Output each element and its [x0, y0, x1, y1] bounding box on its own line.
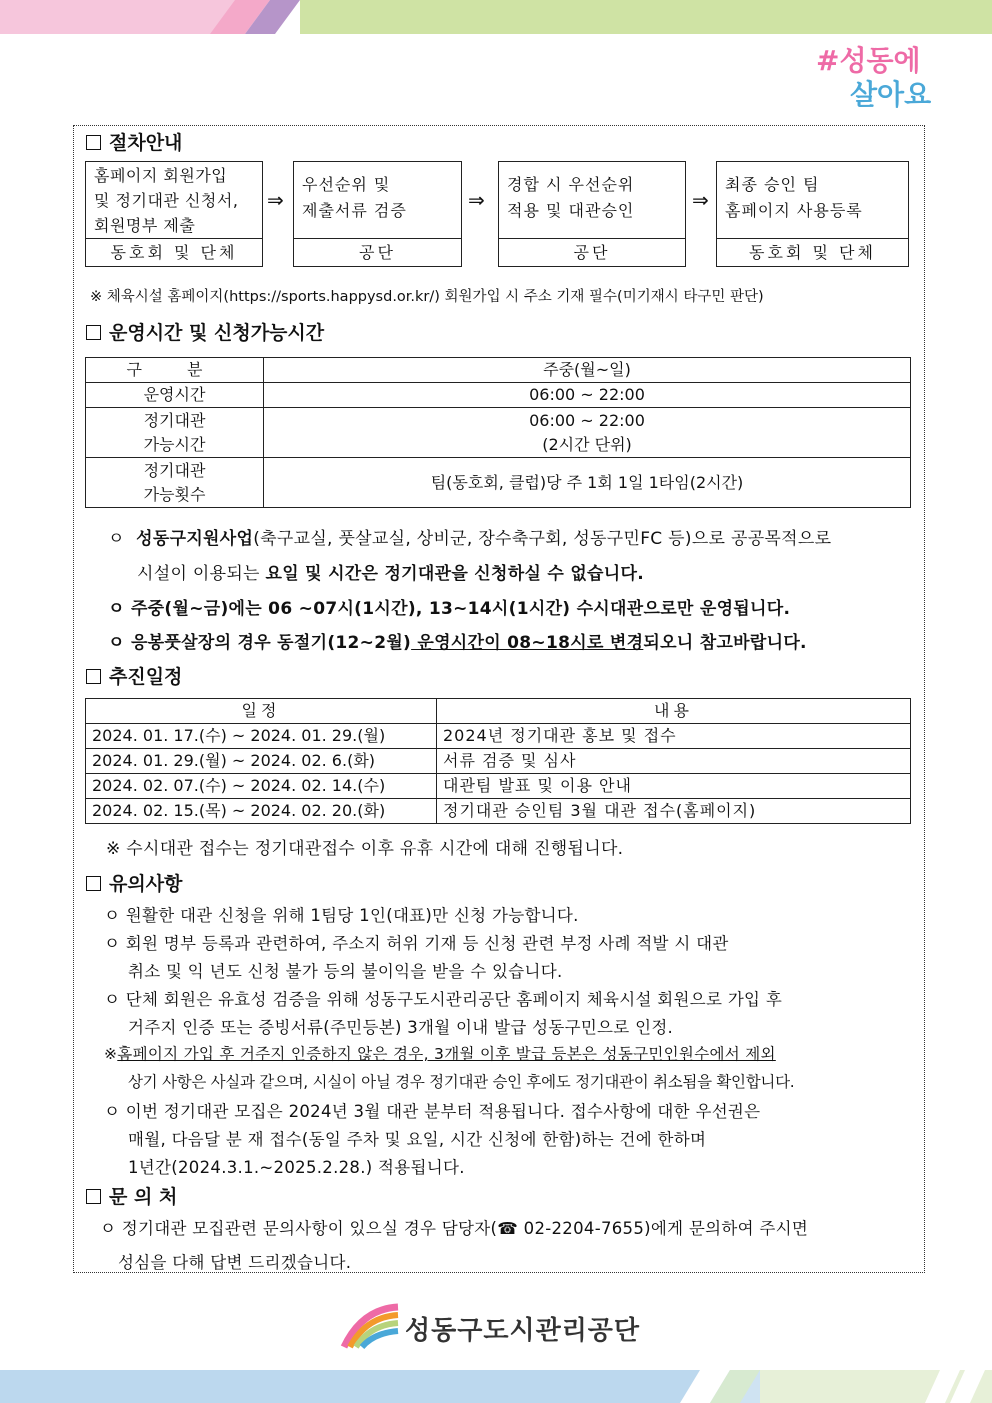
- table-row: [86, 724, 911, 749]
- schedule-header-content: 내용: [437, 699, 911, 724]
- hours-table: [85, 357, 911, 508]
- contact-line-1: ㅇ 정기대관 모집관련 문의사항이 있으실 경우 담당자(☎ 02-2204-7655)에게 문의하여 주시면: [100, 1219, 809, 1238]
- homepage-address-note: ※ 체육시설 홈페이지(https://sports.happysd.or.kr/) 회원가입 시 주소 기재 필수(미기재시 타구민 판단): [90, 289, 764, 305]
- bottom-decorative-band: [0, 1370, 992, 1403]
- section-heading-contact: 문 의 처: [86, 1182, 177, 1209]
- step-3-line-1: 경합 시 우선순위: [507, 175, 635, 194]
- procedure-step-2: [293, 161, 462, 267]
- hours-bullet-3: ㅇ 응봉풋살장의 경우 동절기(12~2월) 운영시간이 08~18시로 변경되오니 참고바랍니다.: [108, 633, 807, 653]
- hours-row-value: 06:00 ~ 22:00 (2시간 단위): [264, 408, 911, 458]
- schedule-note: ※ 수시대관 접수는 정기대관접수 이후 유휴 시간에 대해 진행됩니다.: [106, 839, 624, 859]
- step-4-line-2: 홈페이지 사용등록: [725, 201, 863, 220]
- caution-line: 취소 및 익 년도 신청 불가 등의 불이익을 받을 수 있습니다.: [128, 962, 563, 981]
- procedure-step-3: [498, 161, 686, 267]
- schedule-content: 서류 검증 및 심사: [437, 749, 911, 774]
- hours-row-label: 정기대관 가능시간: [86, 408, 264, 458]
- checkbox-square-icon: [86, 876, 101, 891]
- checkbox-square-icon: [86, 669, 101, 684]
- hours-bullet-1-cont: 시설이 이용되는 요일 및 시간은 정기대관을 신청하실 수 없습니다.: [137, 564, 644, 584]
- caution-line: 1년간(2024.3.1.~2025.2.28.) 적용됩니다.: [128, 1158, 465, 1177]
- step-1-actor: 동호회 및 단체: [86, 238, 262, 266]
- step-1-line-3: 회원명부 제출: [94, 216, 196, 235]
- flow-arrow-icon: ⇒: [267, 188, 284, 212]
- schedule-period: 2024. 01. 29.(월) ~ 2024. 02. 6.(화): [86, 749, 437, 774]
- caution-line: ㅇ 이번 정기대관 모집은 2024년 3월 대관 분부터 적용됩니다. 접수사항에 대한 우선권은: [104, 1102, 761, 1121]
- section-heading-hours: 운영시간 및 신청가능시간: [86, 318, 324, 345]
- caution-line: 매월, 다음달 분 재 접수(동일 주차 및 요일, 시간 신청에 한함)하는 건에 한하며: [128, 1130, 707, 1149]
- step-1-line-2: 및 정기대관 신청서,: [94, 191, 239, 210]
- hours-header-category: 구 분: [86, 358, 264, 383]
- checkbox-square-icon: [86, 1189, 101, 1204]
- schedule-content: 대관팀 발표 및 이용 안내: [437, 774, 911, 799]
- caution-line: 상기 사항은 사실과 같으며, 시실이 아닐 경우 정기대관 승인 후에도 정기대관이 취소됨을 확인합니다.: [128, 1073, 795, 1091]
- procedure-step-1: [85, 161, 263, 267]
- caution-line-underlined: ※홈페이지 가입 후 거주지 인증하지 않은 경우, 3개월 이후 발급 등본은 성동구민인원수에서 제외: [104, 1045, 776, 1063]
- caution-line: ㅇ 원활한 대관 신청을 위해 1팀당 1인(대표)만 신청 가능합니다.: [104, 906, 579, 925]
- hours-header-weekday: 주중(월~일): [264, 358, 911, 383]
- caution-line: ㅇ 회원 명부 등록과 관련하여, 주소지 허위 기재 등 신청 관련 부정 사례 적발 시 대관: [104, 934, 729, 953]
- seongdong-slogan-logo: [812, 40, 982, 110]
- slogan-line-1: #성동에: [816, 44, 921, 77]
- step-4-actor: 동호회 및 단체: [717, 238, 908, 266]
- caution-line: ㅇ 단체 회원은 유효성 검증을 위해 성동구도시관리공단 홈페이지 체육시설 회원으로 가입 후: [104, 990, 783, 1009]
- caution-line: 거주지 인증 또는 증빙서류(주민등본) 3개월 이내 발급 성동구민으로 인정.: [128, 1018, 674, 1037]
- schedule-table: [85, 698, 911, 824]
- schedule-period: 2024. 01. 17.(수) ~ 2024. 01. 29.(월): [86, 724, 437, 749]
- schedule-content: 2024년 정기대관 홍보 및 접수: [437, 724, 911, 749]
- table-row: [86, 458, 911, 508]
- section-heading-schedule: 추진일정: [86, 662, 182, 689]
- schedule-content: 정기대관 승인팀 3월 대관 접수(홈페이지): [437, 799, 911, 824]
- top-decorative-band: [0, 0, 992, 34]
- section-heading-procedure: 절차안내: [86, 128, 182, 155]
- section-heading-cautions: 유의사항: [86, 869, 182, 896]
- org-rainbow-logo-icon: [340, 1303, 402, 1351]
- step-3-actor: 공단: [499, 238, 685, 266]
- table-row: [86, 749, 911, 774]
- hours-row-value: 팀(동호회, 클럽)당 주 1회 1일 1타임(2시간): [264, 458, 911, 508]
- hours-bullet-1: ㅇ 성동구지원사업(축구교실, 풋살교실, 상비군, 장수축구회, 성동구민FC 등)으로 공공목적으로: [108, 529, 832, 549]
- hours-bullet-2: ㅇ 주중(월~금)에는 06 ~07시(1시간), 13~14시(1시간) 수시대관으로만 운영됩니다.: [108, 599, 791, 619]
- checkbox-square-icon: [86, 325, 101, 340]
- step-4-line-1: 최종 승인 팀: [725, 175, 820, 194]
- checkbox-square-icon: [86, 135, 101, 150]
- schedule-period: 2024. 02. 07.(수) ~ 2024. 02. 14.(수): [86, 774, 437, 799]
- schedule-period: 2024. 02. 15.(목) ~ 2024. 02. 20.(화): [86, 799, 437, 824]
- table-row: [86, 799, 911, 824]
- flow-arrow-icon: ⇒: [692, 188, 709, 212]
- schedule-header-period: 일정: [86, 699, 437, 724]
- step-2-line-2: 제출서류 검증: [302, 201, 407, 220]
- flow-arrow-icon: ⇒: [468, 188, 485, 212]
- hours-row-label: 정기대관 가능횟수: [86, 458, 264, 508]
- step-3-line-2: 적용 및 대관승인: [507, 201, 635, 220]
- step-2-actor: 공단: [294, 238, 461, 266]
- table-row: [86, 383, 911, 408]
- table-row: [86, 774, 911, 799]
- procedure-step-4: [716, 161, 909, 267]
- step-1-line-1: 홈페이지 회원가입: [94, 166, 228, 185]
- contact-line-2: 성심을 다해 답변 드리겠습니다.: [118, 1253, 352, 1272]
- step-2-line-1: 우선순위 및: [302, 175, 391, 194]
- slogan-line-2: 살아요: [850, 78, 932, 110]
- org-name: 성동구도시관리공단: [405, 1316, 641, 1346]
- hours-row-value: 06:00 ~ 22:00: [264, 383, 911, 408]
- hours-row-label: 운영시간: [86, 383, 264, 408]
- table-row: [86, 408, 911, 458]
